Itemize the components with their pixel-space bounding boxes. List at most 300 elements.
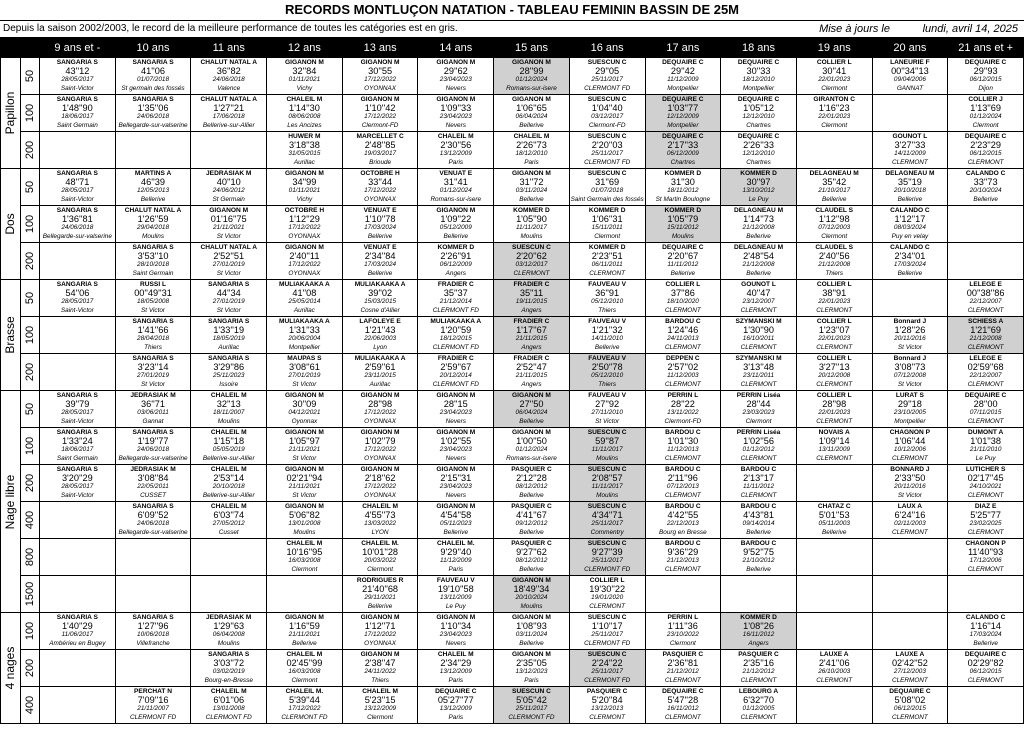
record-cell (948, 206, 1024, 243)
record-time: 3'08''61 (289, 363, 320, 372)
record-date: 03/02/2019 (212, 668, 245, 675)
record-place: CLERMONT FD (432, 306, 479, 314)
record-cell (191, 650, 267, 687)
swimmer-name: PERRIN L (667, 613, 699, 621)
record-place: CLERMONT (664, 565, 701, 573)
record-cell (342, 317, 418, 354)
age-header: 10 ans (115, 38, 191, 58)
record-time: 2'13''17 (743, 474, 774, 483)
record-cell (569, 539, 645, 576)
record-date: 13/11/2009 (818, 446, 850, 453)
record-cell (40, 243, 116, 280)
record-row (1, 95, 1024, 132)
record-place: Le Puy (445, 602, 466, 610)
record-date: 05/11/2003 (818, 520, 850, 527)
record-date: 27/01/2019 (137, 372, 170, 379)
record-place: Aurillac (218, 343, 240, 351)
distance-label (20, 428, 40, 465)
record-cell (948, 280, 1024, 317)
record-date: 20/10/2024 (515, 594, 548, 601)
record-time: 19'10''58 (437, 585, 474, 594)
record-cell (872, 317, 948, 354)
record-cell (721, 539, 797, 576)
swimmer-name: GIGANON M (436, 428, 476, 436)
record-date: 28/05/2017 (61, 409, 94, 416)
record-time: 2'24''22 (591, 659, 623, 668)
record-place: Thiers (825, 269, 844, 277)
record-cell (948, 576, 1024, 613)
swimmer-name: KOMMER D (664, 206, 702, 214)
record-row (1, 317, 1024, 354)
record-cell (191, 169, 267, 206)
record-place: Bellerive (897, 269, 923, 277)
record-cell (494, 428, 570, 465)
record-place: Brioude (369, 158, 392, 166)
record-row (1, 613, 1024, 650)
swimmer-name: MULIAKAAKA A (354, 280, 406, 288)
record-date: 13/12/2009 (439, 705, 472, 712)
record-place: Valence (217, 84, 241, 92)
record-date: 05/11/2023 (440, 520, 472, 527)
record-cell (721, 502, 797, 539)
record-date: 18/06/2017 (61, 113, 94, 120)
page-title: RECORDS MONTLUÇON NATATION - TABLEAU FEMININ BASSIN DE 25M (284, 2, 740, 17)
record-place: OYONNAX (364, 454, 397, 462)
record-place: Paris (448, 676, 464, 684)
swimmer-name: CALANDO C (965, 613, 1006, 621)
swimmer-name: DEQUAIRE C (435, 687, 477, 695)
record-time: 2'34''29 (440, 659, 472, 668)
record-place: Moulins (217, 639, 240, 647)
record-cell (645, 428, 721, 465)
swimmer-name: GIGANON M (284, 169, 324, 177)
record-cell (569, 280, 645, 317)
record-date: 17/12/2022 (364, 446, 397, 453)
distance-label (20, 391, 40, 428)
record-row (1, 280, 1024, 317)
record-cell (115, 613, 191, 650)
record-row (1, 132, 1024, 169)
record-place: St Victor (141, 380, 166, 388)
record-place: Moulins (142, 232, 165, 240)
swimmer-name: CHALEIL M (210, 502, 247, 510)
distance-label (20, 58, 40, 95)
record-place: Chartres (746, 121, 771, 129)
swimmer-name: SUESCUN C (587, 132, 627, 140)
record-cell (872, 243, 948, 280)
record-date: 13/11/2009 (440, 594, 472, 601)
record-time: 9'27''39 (591, 548, 623, 557)
swimmer-name: SANGARIA S (56, 95, 98, 103)
swimmer-name: DEQUAIRE C (964, 58, 1007, 66)
record-time: 3'08''84 (137, 474, 169, 483)
record-time: 3'03''72 (213, 659, 245, 668)
swimmer-name: CHALUT NATAL A (200, 243, 257, 251)
swimmer-name: CHALEIL M (286, 539, 323, 547)
record-time: 1'05''79 (667, 215, 699, 224)
swimmer-name: GIGANON M (284, 502, 324, 510)
distance-label (20, 539, 40, 576)
record-time: 2'59''61 (364, 363, 396, 372)
record-place: Bellerive (821, 195, 847, 203)
record-place: CLERMONT (816, 306, 853, 314)
record-place: Bellerive (670, 269, 696, 277)
record-date: 13/12/2023 (515, 668, 548, 675)
swimmer-name: OCTOBRE H (284, 206, 325, 214)
record-cell (494, 354, 570, 391)
record-date: 09/14/2014 (742, 520, 775, 527)
swimmer-name: MULIAKAAKA A (430, 317, 482, 325)
record-time: 35''11 (519, 289, 544, 298)
record-cell (494, 58, 570, 95)
distance-value: 100 (23, 436, 36, 456)
record-date: 03/12/2017 (591, 113, 624, 120)
record-time: 3'13''48 (743, 363, 774, 372)
record-cell (191, 428, 267, 465)
swimmer-name: DELAGNEAU M (733, 243, 784, 251)
record-date: 16/10/2011 (742, 335, 775, 342)
record-time: 28''98 (822, 400, 847, 409)
record-place: Bellerive (367, 269, 393, 277)
swimmer-name: GIGANON M (512, 58, 551, 66)
record-date: 22/01/2023 (818, 76, 851, 83)
record-time: 1'00''50 (516, 437, 547, 446)
record-place: Montpellier (894, 417, 926, 425)
swimmer-name: BARDOU C (665, 317, 701, 325)
record-cell (948, 243, 1024, 280)
record-time: 1'36''81 (61, 215, 93, 224)
record-place: Bellerive (443, 232, 469, 240)
record-place: Thiers (371, 676, 389, 684)
swimmer-name: RUSSI L (140, 280, 167, 288)
record-place: CLERMONT (664, 713, 701, 721)
swimmer-name: PASQUIER C (511, 465, 552, 473)
record-time: 2'34''84 (364, 252, 396, 261)
record-place: OYONNAX (288, 232, 321, 240)
record-cell (645, 206, 721, 243)
record-cell (721, 576, 797, 613)
record-place: St Germain (212, 195, 245, 203)
record-date: 21/11/2015 (515, 372, 548, 379)
record-date: 17/12/2022 (364, 631, 397, 638)
record-cell (721, 317, 797, 354)
record-time: 9'27''62 (516, 548, 547, 557)
swimmer-name: DEQUAIRE C (662, 95, 704, 103)
stroke-name: 4 nages (3, 646, 18, 690)
record-cell (342, 169, 418, 206)
record-time: 28''44 (746, 400, 771, 409)
record-place: Angers (521, 306, 542, 314)
record-place: Angers (521, 380, 542, 388)
record-time: 30''97 (746, 178, 771, 187)
record-place: Bellerive (519, 121, 544, 129)
record-cell (267, 465, 343, 502)
record-cell (191, 613, 267, 650)
record-place: Angers (521, 343, 542, 351)
record-time: 1'16''14 (970, 622, 1002, 631)
record-date: 28/05/2017 (61, 298, 94, 305)
swimmer-name: LANEURIE F (890, 58, 930, 66)
swimmer-name: GIGANON M (284, 465, 324, 473)
record-cell (872, 354, 948, 391)
record-place: Clermont-FD (361, 121, 399, 129)
record-cell (40, 206, 116, 243)
record-cell (494, 169, 570, 206)
record-time: 1'05''12 (743, 104, 774, 113)
record-time: 3'20''29 (61, 474, 93, 483)
record-date: 25/11/2017 (591, 150, 623, 157)
record-date: 27/01/2019 (212, 261, 245, 268)
record-date: 17/06/2018 (212, 113, 245, 120)
record-time: 7'09''16 (137, 696, 169, 705)
record-place: Lyon (373, 343, 387, 351)
record-date: 24/06/2018 (137, 446, 170, 453)
swimmer-name: CHALEIL M (286, 95, 323, 103)
swimmer-name: SANGARIA S (56, 58, 98, 66)
swimmer-name: SZYMANSKI M (735, 317, 782, 325)
record-cell (721, 132, 797, 169)
record-cell (342, 280, 418, 317)
record-cell (494, 317, 570, 354)
record-date: 24/06/2018 (61, 224, 94, 231)
record-time: 1'21''32 (591, 326, 623, 335)
record-cell (872, 280, 948, 317)
record-time: 38''91 (822, 289, 847, 298)
record-place: Moulins (293, 528, 316, 536)
record-date: 07/11/2015 (969, 409, 1002, 416)
record-time: 00''38''86 (966, 289, 1005, 298)
swimmer-name: CHALUT NATAL A (200, 58, 257, 66)
record-date: 25/11/2017 (591, 520, 623, 527)
record-cell (721, 280, 797, 317)
record-date: 11/06/2017 (61, 631, 94, 638)
record-cell (267, 391, 343, 428)
distance-value: 50 (23, 180, 36, 194)
record-place: Oyonnax (291, 417, 318, 425)
record-date: 15/11/2012 (667, 224, 699, 231)
record-time: 2'08''57 (591, 474, 623, 483)
record-place: Commentry (590, 528, 624, 536)
record-cell (418, 243, 494, 280)
record-cell (494, 465, 570, 502)
swimmer-name: GIGANON M (436, 95, 476, 103)
record-place: Bellerive (973, 195, 998, 203)
record-date: 17/03/2024 (969, 631, 1002, 638)
record-cell (721, 391, 797, 428)
record-place: CLERMONT (891, 158, 928, 166)
swimmer-name: CHALEIL M (210, 391, 247, 399)
record-time: 35''37 (443, 289, 468, 298)
record-time: 2'33''50 (894, 474, 926, 483)
record-time: 4'54''58 (440, 511, 472, 520)
swimmer-name: GIGANON M (284, 243, 324, 251)
record-cell (342, 465, 418, 502)
record-time: 2'48''85 (364, 141, 396, 150)
record-time: 1'28''26 (894, 326, 926, 335)
record-time: 4'55''73 (364, 511, 396, 520)
swimmer-name: SANGARIA S (56, 465, 98, 473)
record-date: 21/11/2007 (137, 705, 169, 712)
record-cell (796, 169, 872, 206)
record-date: 10/12/2006 (893, 446, 926, 453)
record-time: 28''15 (443, 400, 468, 409)
record-place: Bellerive (973, 639, 998, 647)
record-time: 2'26''91 (440, 252, 472, 261)
swimmer-name: GIGANON M (436, 502, 476, 510)
record-date: 21/12/2012 (742, 668, 775, 675)
record-cell (115, 132, 191, 169)
swimmer-name: GIGANON M (360, 428, 400, 436)
record-time: 1'26''59 (137, 215, 169, 224)
record-date: 18/12/2010 (515, 150, 548, 157)
swimmer-name: PASQUIER C (511, 502, 552, 510)
record-time: 1'12''98 (818, 215, 850, 224)
record-time: 5'47''28 (667, 696, 699, 705)
record-date: 22/01/2023 (818, 113, 851, 120)
record-place: CLERMONT (816, 380, 853, 388)
record-time: 30''33 (746, 67, 771, 76)
record-cell (721, 58, 797, 95)
record-cell (494, 95, 570, 132)
record-date: 18/11/2012 (667, 187, 699, 194)
record-time: 5'25''77 (970, 511, 1002, 520)
record-place: CLERMONT (664, 491, 701, 499)
record-cell (872, 613, 948, 650)
record-date: 11/12/2013 (667, 446, 699, 453)
record-date: 06/11/2011 (591, 261, 623, 268)
record-time: 3'23''14 (137, 363, 169, 372)
record-place: CLERMONT (967, 343, 1004, 351)
record-time: 28''98 (368, 400, 393, 409)
swimmer-name: DELAGNEAU M (733, 206, 784, 214)
record-date: 20/06/2004 (288, 335, 321, 342)
record-date: 21/11/2015 (515, 335, 548, 342)
record-date: 21/11/2021 (212, 224, 245, 231)
record-date: 01/12/2024 (439, 187, 472, 194)
record-time: 46''39 (141, 178, 165, 187)
record-date: 06/12/2015 (893, 705, 926, 712)
record-time: 5'20''84 (591, 696, 623, 705)
swimmer-name: MAUPAS S (287, 354, 322, 362)
record-place: Montpellier (667, 121, 699, 129)
record-cell (796, 539, 872, 576)
record-cell (645, 687, 721, 724)
record-place: Moulins (596, 454, 619, 462)
distance-value: 50 (23, 69, 36, 83)
record-place: Bellerive (519, 195, 544, 203)
swimmer-name: CALANDO C (890, 243, 930, 251)
record-place: Aurillac (293, 306, 315, 314)
swimmer-name: GIGANON M (512, 650, 551, 658)
swimmer-name: JEDRASIAK M (130, 391, 176, 399)
record-cell (569, 613, 645, 650)
record-cell (872, 391, 948, 428)
record-cell (494, 576, 570, 613)
record-cell (418, 576, 494, 613)
record-time: 1'41''66 (137, 326, 169, 335)
record-time: 1'23''07 (818, 326, 850, 335)
record-cell (796, 243, 872, 280)
record-date: 20/03/2022 (364, 557, 397, 564)
swimmer-name: MULIAKAAKA A (354, 354, 406, 362)
record-time: 2'48''54 (743, 252, 774, 261)
swimmer-name: BARDOU C (740, 465, 777, 473)
record-cell (948, 354, 1024, 391)
swimmer-name: OCTOBRE H (360, 169, 400, 177)
swimmer-name: CHALEIL M. (285, 687, 324, 695)
record-date: 22/05/2011 (137, 483, 169, 490)
age-header: 14 ans (418, 38, 494, 58)
record-date: 13/10/2012 (742, 187, 775, 194)
record-time: 30''09 (292, 400, 317, 409)
record-time: 1'05''97 (289, 437, 320, 446)
record-time: 6'32''70 (743, 696, 774, 705)
swimmer-name: GIRANTON C (813, 95, 856, 103)
record-date: 28/05/2017 (61, 483, 94, 490)
record-cell (948, 391, 1024, 428)
record-place: Montpellier (667, 84, 699, 92)
record-cell (418, 428, 494, 465)
record-date: 11/11/2017 (515, 224, 547, 231)
swimmer-name: SANGARIA S (132, 95, 174, 103)
record-date: 23/04/2023 (439, 76, 472, 83)
record-cell (267, 613, 343, 650)
age-header: 18 ans (721, 38, 797, 58)
record-date: 22/12/2007 (969, 298, 1002, 305)
record-cell (191, 280, 267, 317)
swimmer-name: Bonnard J (893, 354, 927, 362)
record-date: 06/12/2009 (439, 261, 472, 268)
record-cell (115, 95, 191, 132)
record-cell (645, 354, 721, 391)
record-date: 17/12/2022 (364, 483, 397, 490)
record-cell (645, 576, 721, 613)
record-date: 22/12/2013 (666, 520, 699, 527)
record-date: 24/06/2018 (212, 76, 245, 83)
record-date: 07/12/2003 (818, 224, 851, 231)
record-cell (494, 613, 570, 650)
record-cell (191, 687, 267, 724)
record-cell (569, 650, 645, 687)
corner-cell (1, 38, 40, 58)
record-time: 2'30''56 (440, 141, 472, 150)
record-time: 1'03''77 (667, 104, 699, 113)
record-place: Nevers (445, 417, 466, 425)
swimmer-name: SANGARIA S (56, 428, 98, 436)
swimmer-name: BARDOU C (740, 539, 777, 547)
swimmer-name: FRADIER C (437, 280, 474, 288)
swimmer-name: CHAGNON P (965, 539, 1006, 547)
record-cell (191, 465, 267, 502)
swimmer-name: SUESCUN C (512, 687, 551, 695)
swimmer-name: GOUNOT L (892, 132, 928, 140)
record-cell (494, 391, 570, 428)
record-time: 1'19''77 (137, 437, 169, 446)
distance-value: 200 (23, 473, 36, 493)
record-cell (40, 428, 116, 465)
record-date: 21/12/2013 (666, 557, 699, 564)
record-date: 22/06/2003 (364, 335, 397, 342)
record-place: Nevers (445, 491, 466, 499)
record-date: 06/04/2024 (515, 113, 548, 120)
record-time: 29''62 (443, 67, 468, 76)
swimmer-name: DEQUAIRE C (662, 243, 704, 251)
record-cell (721, 206, 797, 243)
record-row (1, 354, 1024, 391)
record-place: Clermont (367, 565, 394, 573)
stroke-label (1, 280, 21, 391)
swimmer-name: SANGARIA S (132, 58, 174, 66)
